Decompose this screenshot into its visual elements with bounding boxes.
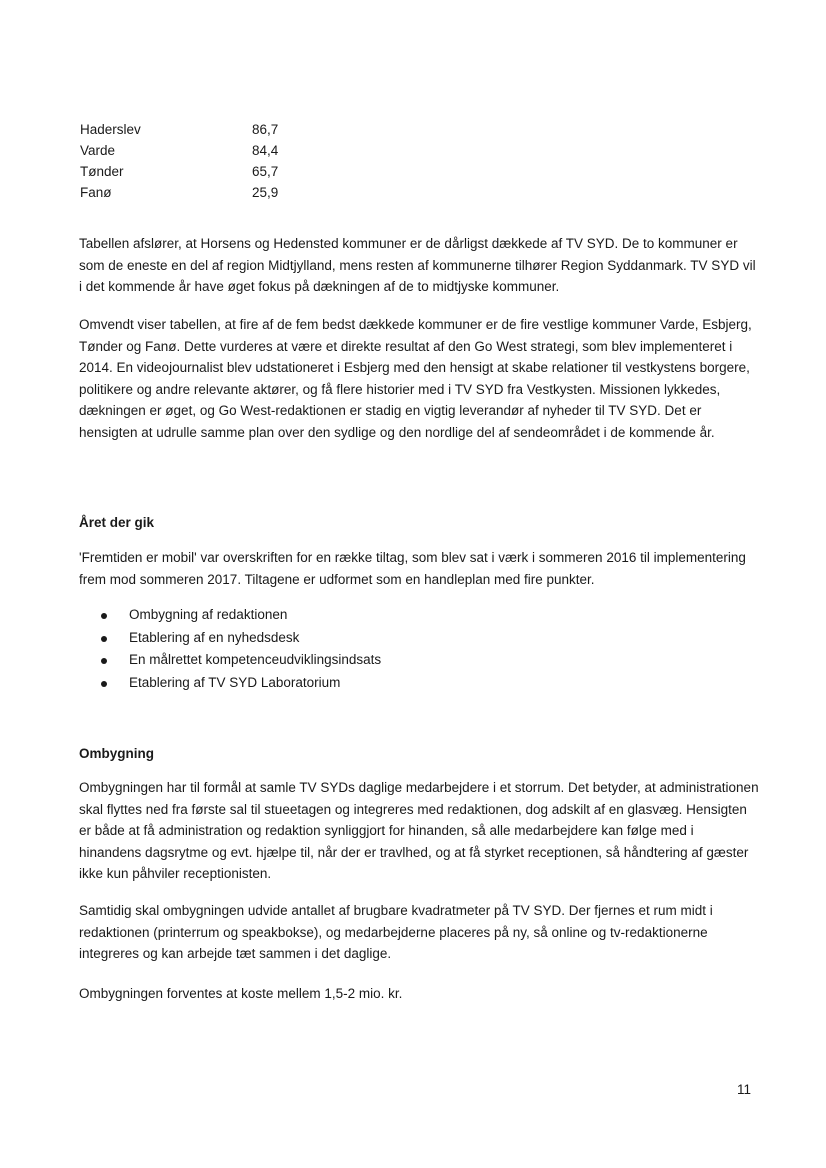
municipality-name: Tønder: [80, 164, 124, 179]
paragraph-rebuild-purpose: [79, 777, 759, 885]
list-item: [79, 649, 679, 672]
coverage-value: 65,7: [252, 164, 279, 179]
section-heading-rebuild: Ombygning: [79, 746, 154, 761]
paragraph-text: Omvendt viser tabellen, at fire af de fem bedst dækkede kommuner er de fire vestlige kommuner Varde, Esbjerg, Tønder og Fanø. Dette vurderes at være et direkte resultat af den Go West strategi, som blev implementeret i 2014. En videojournalist blev udstationeret i Esbjerg med den hensigt at skabe relationer til vestkystens borgere, politikere og andre relevante aktører, og få flere historier med i TV SYD fra Vestkysten. Missionen lykkedes, dækningen er øget, og Go West-redaktionen er stadig en vigtig leverandør af nyheder til TV SYD. Det er hensigten at udrulle samme plan over den sydlige og den nordlige del af sendeområdet i de kommende år.: [79, 317, 752, 440]
municipality-name: Fanø: [80, 185, 112, 200]
list-item-text: En målrettet kompetenceudviklingsindsats: [129, 652, 382, 667]
list-item: [79, 604, 679, 627]
paragraph-text: Ombygningen forventes at koste mellem 1,5-2 mio. kr.: [79, 986, 403, 1001]
coverage-table: [80, 119, 340, 203]
list-item-text: Etablering af TV SYD Laboratorium: [129, 674, 341, 690]
municipality-name: Haderslev: [80, 122, 141, 137]
coverage-value: 84,4: [252, 143, 279, 158]
paragraph-text: Ombygningen har til formål at samle TV SYDs daglige medarbejdere i et storrum. Det betyder, at administrationen skal flyttes ned fra første sal til stueetagen og integreres med redaktionen, dog adskilt af en glasvæg. Hensigten er både at få administration og redaktion synliggjort for hinanden, så alle medarbejdere kan følge med i hinandens dagsrytme og evt. hjælpe til, når der er travlhed, og at få styrket receptionen, så håndtering af gæster ikke kun påhviler receptionisten.: [79, 780, 759, 881]
bullet-icon: [101, 658, 107, 664]
paragraph-table-analysis: [79, 233, 759, 298]
paragraph-go-west: [79, 314, 759, 443]
coverage-value: 86,7: [252, 122, 279, 137]
list-item: [79, 627, 679, 650]
paragraph-rebuild-cost: [79, 983, 759, 1005]
table-row: [80, 119, 340, 140]
paragraph-text: 'Fremtiden er mobil' var overskriften for en række tiltag, som blev sat i værk i sommeren 2016 til implementering frem mod sommeren 2017. Tiltagene er udformet som en handleplan med fire punkter.: [79, 550, 746, 587]
section-heading-year: Året der gik: [79, 515, 155, 530]
municipality-name: Varde: [80, 143, 116, 158]
bullet-icon: [101, 613, 107, 619]
paragraph-text: Samtidig skal ombygningen udvide antallet af brugbare kvadratmeter på TV SYD. Der fjernes et rum midt i redaktionen (printerrum og speakbokse), og medarbejderne placeres på ny, så online og tv-redaktionerne integreres og kan arbejde tæt sammen i det daglige.: [79, 903, 713, 961]
bullet-icon: [101, 636, 107, 642]
bullet-icon: [101, 681, 107, 687]
page-number: 11: [737, 1082, 752, 1097]
list-item-text: Etablering af en nyhedsdesk: [129, 629, 300, 645]
table-row: [80, 182, 340, 203]
coverage-value: 25,9: [252, 185, 279, 200]
paragraph-text: Tabellen afslører, at Horsens og Hedensted kommuner er de dårligst dækkede af TV SYD. De to kommuner er som de eneste en del af region Midtjylland, mens resten af kommunerne tilhører Region Syddanmark. TV SYD vil i det kommende år have øget fokus på dækningen af de to midtjyske kommuner.: [79, 236, 756, 294]
table-row: [80, 161, 340, 182]
list-item: [79, 672, 679, 695]
table-row: [80, 140, 340, 161]
paragraph-rebuild-space: [79, 900, 759, 965]
list-item-text: Ombygning af redaktionen: [129, 607, 288, 622]
paragraph-mobile-future: [79, 547, 759, 590]
action-plan-list: [79, 604, 679, 694]
